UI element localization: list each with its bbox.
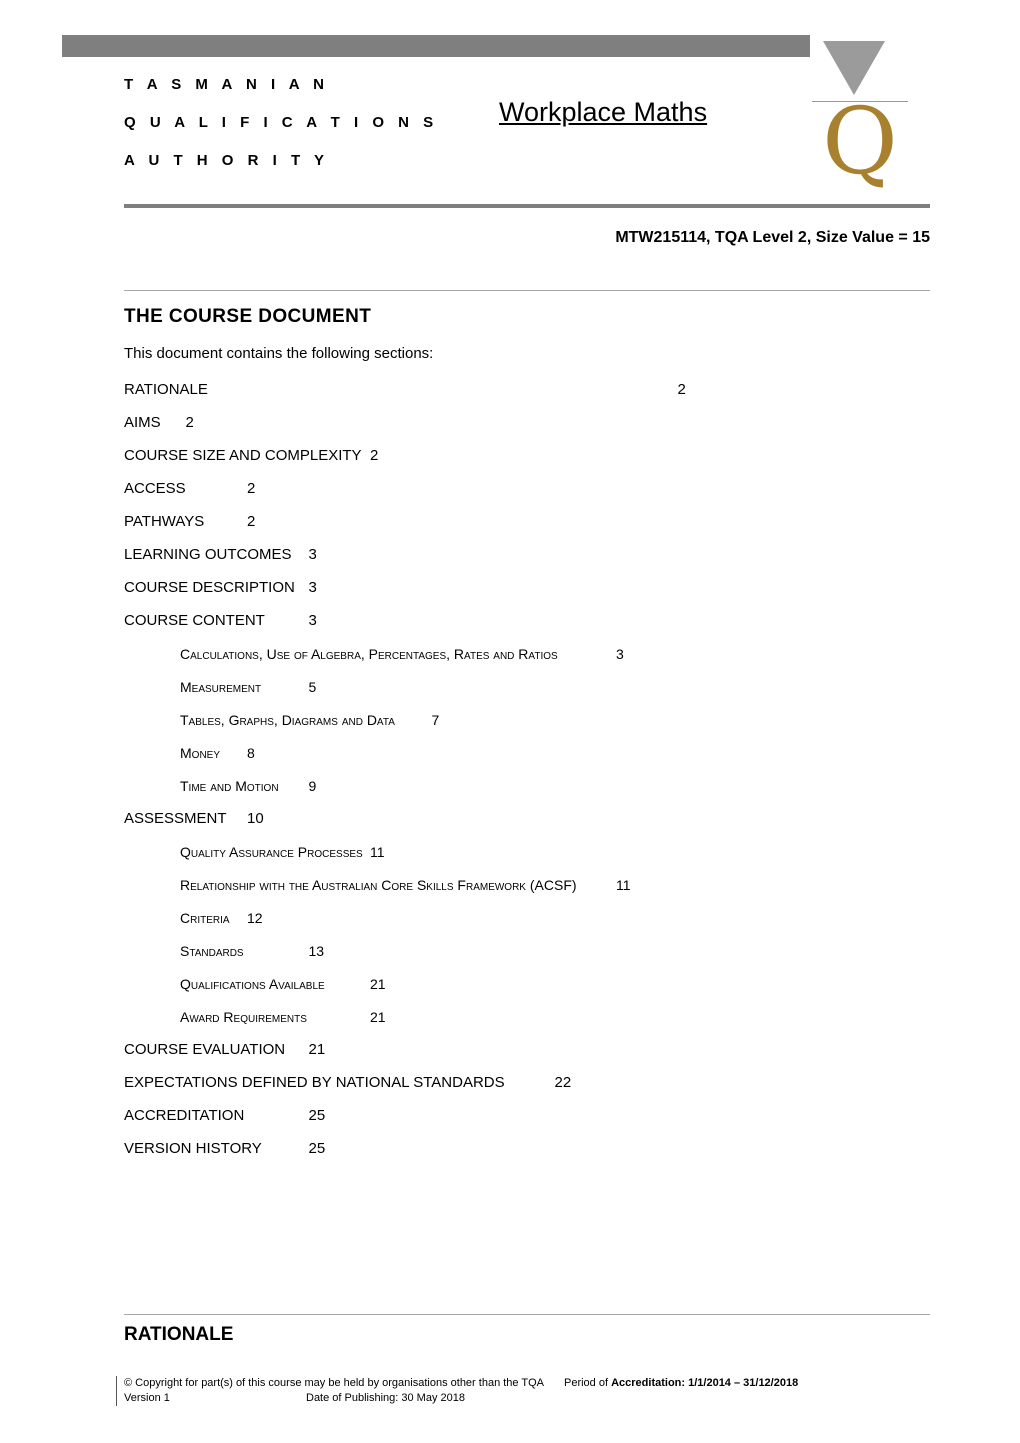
toc-entry-page: 9 bbox=[308, 778, 317, 794]
authority-name bbox=[124, 76, 438, 190]
toc-entry-label: COURSE SIZE AND COMPLEXITY bbox=[124, 447, 362, 464]
toc-entry bbox=[124, 1073, 930, 1093]
toc-entry-label: Quality Assurance Processes bbox=[180, 844, 363, 860]
toc-entry-label: Criteria bbox=[180, 910, 230, 926]
toc-entry bbox=[124, 1007, 930, 1027]
toc-section bbox=[124, 305, 930, 1172]
toc-entry-page: 2 bbox=[247, 513, 256, 530]
toc-entry bbox=[124, 941, 930, 961]
toc-entry bbox=[124, 677, 930, 697]
toc-entry-label: Time and Motion bbox=[180, 778, 279, 794]
toc-entry-page: 2 bbox=[677, 381, 686, 398]
toc-entry-label: Relationship with the Australian Core Skills Framework (ACSF) bbox=[180, 877, 577, 893]
toc-entry-page: 2 bbox=[370, 447, 379, 464]
copyright-text: © Copyright for part(s) of this course may be held by organisations other than the TQA bbox=[124, 1377, 544, 1389]
toc-entry bbox=[124, 776, 930, 796]
toc-entry bbox=[124, 512, 930, 532]
course-title: Workplace Maths bbox=[499, 97, 708, 127]
toc-entry-page: 13 bbox=[308, 943, 325, 959]
authority-line-1: T A S M A N I A N bbox=[124, 76, 329, 93]
toc-entry bbox=[124, 380, 930, 400]
toc-entry-label: Measurement bbox=[180, 679, 262, 695]
accreditation-period-prefix: Period of bbox=[564, 1377, 612, 1389]
toc-entry-page: 7 bbox=[431, 712, 440, 728]
toc-entry-label: COURSE EVALUATION bbox=[124, 1041, 286, 1058]
toc-entry-label: COURSE CONTENT bbox=[124, 612, 265, 629]
course-code-line: MTW215114, TQA Level 2, Size Value = 15 bbox=[615, 229, 930, 246]
header-bar bbox=[62, 35, 810, 57]
toc-entry-page: 3 bbox=[308, 546, 317, 563]
toc-entry-label: AIMS bbox=[124, 414, 161, 431]
toc-entry-label: Standards bbox=[180, 943, 244, 959]
footer-row-2 bbox=[124, 1391, 930, 1406]
toc-entry bbox=[124, 1106, 930, 1126]
toc-entry bbox=[124, 1040, 930, 1060]
toc-entry-page: 11 bbox=[370, 844, 385, 860]
toc-entry-page: 2 bbox=[185, 414, 194, 431]
toc-entry-label: ASSESSMENT bbox=[124, 810, 227, 827]
toc-entry bbox=[124, 644, 930, 664]
toc-entry-label: Calculations, Use of Algebra, Percentages, Rates and Ratios bbox=[180, 646, 558, 662]
toc-entry-page: 21 bbox=[370, 1009, 386, 1025]
page-footer bbox=[116, 1376, 930, 1406]
toc-entry bbox=[124, 446, 930, 466]
toc-entry-page: 25 bbox=[308, 1140, 326, 1157]
accreditation-period bbox=[564, 1376, 798, 1391]
toc-entry-label: Qualifications Available bbox=[180, 976, 325, 992]
toc-entry-label: Tables, Graphs, Diagrams and Data bbox=[180, 712, 395, 728]
toc-entry bbox=[124, 908, 930, 928]
toc-entry bbox=[124, 875, 930, 895]
toc-intro: This document contains the following sections: bbox=[124, 345, 434, 362]
toc-entry bbox=[124, 743, 930, 763]
header-rule bbox=[124, 204, 930, 208]
toc-entry-page: 12 bbox=[247, 910, 263, 926]
rationale-heading: RATIONALE bbox=[124, 1324, 234, 1345]
toc-entry bbox=[124, 413, 930, 433]
toc-list bbox=[124, 380, 930, 1159]
toc-entry bbox=[124, 974, 930, 994]
toc-entry-page: 3 bbox=[616, 646, 624, 662]
toc-entry-page: 3 bbox=[308, 612, 317, 629]
toc-entry-page: 10 bbox=[247, 810, 264, 827]
toc-entry-page: 22 bbox=[554, 1074, 572, 1091]
toc-heading: THE COURSE DOCUMENT bbox=[124, 306, 372, 327]
toc-entry-label: Money bbox=[180, 745, 221, 761]
toc-entry-label: RATIONALE bbox=[124, 381, 208, 398]
toc-entry-label: LEARNING OUTCOMES bbox=[124, 546, 292, 563]
toc-entry-page: 21 bbox=[370, 976, 386, 992]
toc-entry-label: VERSION HISTORY bbox=[124, 1140, 262, 1157]
authority-line-2: Q U A L I F I C A T I O N S bbox=[124, 114, 439, 131]
toc-entry-page: 3 bbox=[308, 579, 317, 596]
toc-entry-page: 2 bbox=[247, 480, 256, 497]
toc-entry-page: 25 bbox=[308, 1107, 326, 1124]
toc-entry bbox=[124, 545, 930, 565]
footer-row-1 bbox=[124, 1376, 930, 1391]
toc-entry bbox=[124, 710, 930, 730]
accreditation-period-dates: Accreditation: 1/1/2014 – 31/12/2018 bbox=[611, 1377, 799, 1389]
tqa-triangle-icon bbox=[823, 41, 885, 95]
toc-entry-label: ACCESS bbox=[124, 480, 186, 497]
tqa-q-logo-icon: Q bbox=[822, 88, 898, 195]
authority-line-3: A U T H O R I T Y bbox=[124, 152, 330, 169]
version-text: Version 1 bbox=[124, 1392, 170, 1404]
rationale-rule bbox=[124, 1314, 930, 1315]
toc-entry-page: 21 bbox=[308, 1041, 326, 1058]
toc-entry-page: 11 bbox=[616, 877, 631, 893]
publishing-date: Date of Publishing: 30 May 2018 bbox=[306, 1392, 465, 1404]
toc-entry bbox=[124, 479, 930, 499]
content-top-rule bbox=[124, 290, 930, 291]
toc-entry bbox=[124, 842, 930, 862]
toc-entry bbox=[124, 809, 930, 829]
toc-entry-page: 8 bbox=[247, 745, 255, 761]
toc-entry-label: Award Requirements bbox=[180, 1009, 307, 1025]
toc-entry bbox=[124, 1139, 930, 1159]
toc-entry-label: PATHWAYS bbox=[124, 513, 205, 530]
toc-entry-label: COURSE DESCRIPTION bbox=[124, 579, 295, 596]
toc-entry-label: EXPECTATIONS DEFINED BY NATIONAL STANDARDS bbox=[124, 1074, 505, 1091]
toc-entry-label: ACCREDITATION bbox=[124, 1107, 245, 1124]
toc-entry-page: 5 bbox=[308, 679, 317, 695]
toc-entry bbox=[124, 611, 930, 631]
toc-entry bbox=[124, 578, 930, 598]
